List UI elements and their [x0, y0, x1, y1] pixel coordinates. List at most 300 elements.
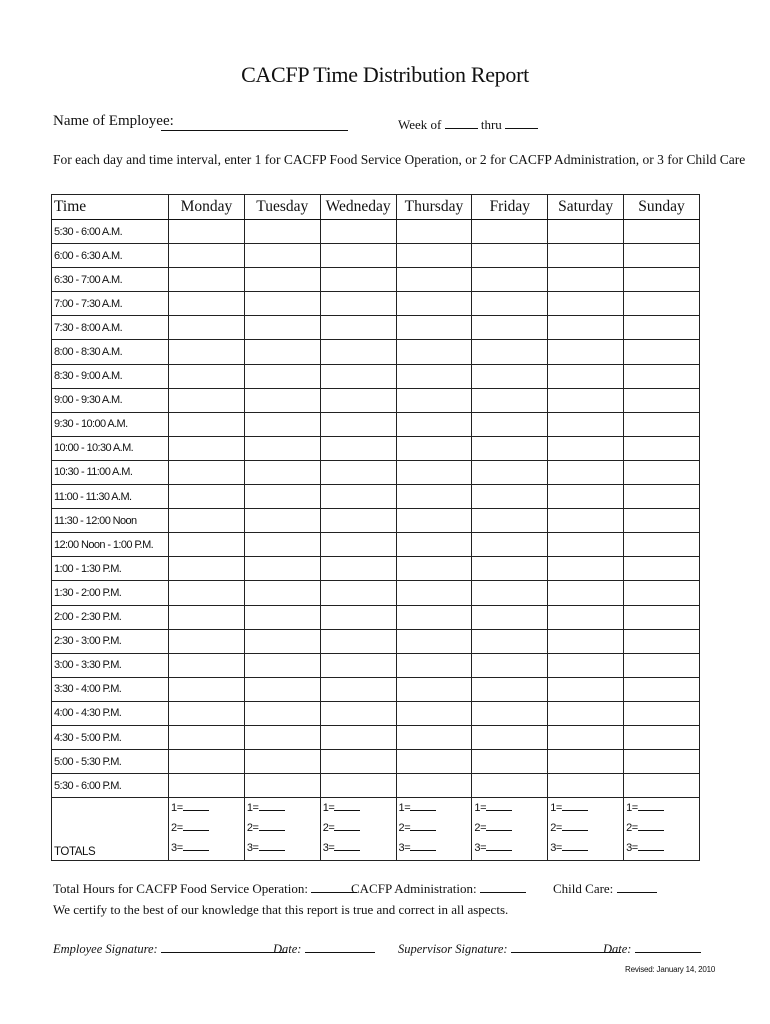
time-interval-label: 5:30 - 6:00 P.M.: [52, 774, 169, 798]
entry-cell[interactable]: [244, 388, 320, 412]
entry-cell[interactable]: [472, 774, 548, 798]
total-code-line: [321, 838, 396, 858]
entry-cell[interactable]: [244, 677, 320, 701]
table-row: [52, 774, 700, 798]
entry-cell[interactable]: [244, 364, 320, 388]
total-code-line: [245, 798, 320, 818]
total-code-label: 1=: [171, 802, 183, 815]
week-start-field[interactable]: [445, 116, 478, 129]
entry-cell[interactable]: [396, 725, 472, 749]
entry-cell[interactable]: [624, 292, 700, 316]
entry-cell[interactable]: [396, 581, 472, 605]
entry-cell[interactable]: [548, 629, 624, 653]
entry-cell[interactable]: [548, 340, 624, 364]
entry-cell[interactable]: [624, 509, 700, 533]
entry-cell[interactable]: [244, 509, 320, 533]
child-care-label: Child Care:: [553, 881, 614, 896]
total-code-label: 2=: [398, 822, 411, 835]
entry-cell[interactable]: [169, 509, 245, 533]
supervisor-date-label: Date:: [603, 942, 632, 956]
entry-cell[interactable]: [396, 436, 472, 460]
supervisor-signature: [398, 940, 621, 957]
time-interval-label: 10:00 - 10:30 A.M.: [52, 436, 169, 460]
entry-cell[interactable]: [396, 244, 472, 268]
entry-cell[interactable]: [472, 557, 548, 581]
entry-cell[interactable]: [396, 292, 472, 316]
entry-cell[interactable]: [244, 220, 320, 244]
entry-cell[interactable]: [169, 581, 245, 605]
entry-cell[interactable]: [320, 412, 396, 436]
week-thru-label: thru: [480, 117, 502, 132]
totals-cell: [244, 798, 320, 861]
entry-cell[interactable]: [472, 460, 548, 484]
entry-cell[interactable]: [244, 485, 320, 509]
entry-cell[interactable]: [244, 268, 320, 292]
entry-cell[interactable]: [548, 364, 624, 388]
entry-cell[interactable]: [624, 581, 700, 605]
table-row: [52, 244, 700, 268]
total-code-label: 2=: [322, 822, 335, 835]
total-code-field[interactable]: [562, 820, 588, 831]
total-code-label: 1=: [246, 802, 259, 815]
entry-cell[interactable]: [548, 750, 624, 774]
entry-cell[interactable]: [472, 533, 548, 557]
entry-cell[interactable]: [244, 340, 320, 364]
supervisor-date-field[interactable]: [635, 940, 701, 953]
entry-cell[interactable]: [244, 436, 320, 460]
total-code-label: 2=: [474, 822, 487, 835]
entry-cell[interactable]: [472, 268, 548, 292]
entry-cell[interactable]: [244, 533, 320, 557]
employee-date-field[interactable]: [305, 940, 375, 953]
entry-cell[interactable]: [169, 220, 245, 244]
entry-cell[interactable]: [624, 220, 700, 244]
total-code-label: 1=: [322, 802, 335, 815]
entry-cell[interactable]: [472, 388, 548, 412]
entry-cell[interactable]: [624, 557, 700, 581]
entry-cell[interactable]: [548, 677, 624, 701]
entry-cell[interactable]: [320, 220, 396, 244]
total-code-label: 3=: [474, 842, 487, 855]
entry-cell[interactable]: [396, 774, 472, 798]
table-row: [52, 268, 700, 292]
time-interval-label: 4:00 - 4:30 P.M.: [52, 701, 169, 725]
table-row: [52, 581, 700, 605]
entry-cell[interactable]: [396, 557, 472, 581]
entry-cell[interactable]: [244, 244, 320, 268]
total-code-line: [472, 838, 547, 858]
total-code-field[interactable]: [638, 840, 664, 851]
total-code-field[interactable]: [486, 820, 512, 831]
entry-cell[interactable]: [472, 725, 548, 749]
total-code-field[interactable]: [334, 840, 360, 851]
entry-cell[interactable]: [472, 485, 548, 509]
entry-cell[interactable]: [244, 412, 320, 436]
entry-cell[interactable]: [548, 316, 624, 340]
entry-cell[interactable]: [548, 701, 624, 725]
entry-cell[interactable]: [548, 220, 624, 244]
administration-hours-field[interactable]: [480, 880, 526, 893]
employee-signature-label: Employee Signature:: [53, 942, 158, 956]
table-row: [52, 316, 700, 340]
table-row: [52, 436, 700, 460]
entry-cell[interactable]: [244, 750, 320, 774]
totals-cell: [169, 798, 245, 861]
entry-cell[interactable]: [244, 581, 320, 605]
total-code-field[interactable]: [259, 840, 285, 851]
entry-cell[interactable]: [548, 725, 624, 749]
entry-cell[interactable]: [548, 388, 624, 412]
entry-cell[interactable]: [396, 364, 472, 388]
time-interval-label: 8:30 - 9:00 A.M.: [52, 364, 169, 388]
entry-cell[interactable]: [472, 581, 548, 605]
table-row: [52, 557, 700, 581]
table-row: [52, 485, 700, 509]
entry-cell[interactable]: [548, 533, 624, 557]
supervisor-date: [603, 940, 701, 957]
total-code-field[interactable]: [638, 800, 664, 811]
entry-cell[interactable]: [624, 244, 700, 268]
entry-cell[interactable]: [169, 316, 245, 340]
column-header-day: Monday: [169, 195, 245, 220]
entry-cell[interactable]: [244, 701, 320, 725]
entry-cell[interactable]: [320, 268, 396, 292]
total-code-label: 1=: [626, 802, 638, 815]
entry-cell[interactable]: [548, 653, 624, 677]
total-code-line: [624, 818, 699, 838]
entry-cell[interactable]: [548, 460, 624, 484]
table-row: [52, 364, 700, 388]
entry-cell[interactable]: [548, 774, 624, 798]
entry-cell[interactable]: [320, 581, 396, 605]
entry-cell[interactable]: [320, 244, 396, 268]
table-row: [52, 750, 700, 774]
entry-cell[interactable]: [624, 316, 700, 340]
entry-cell[interactable]: [169, 653, 245, 677]
entry-cell[interactable]: [624, 533, 700, 557]
entry-cell[interactable]: [472, 701, 548, 725]
entry-cell[interactable]: [396, 629, 472, 653]
entry-cell[interactable]: [472, 436, 548, 460]
child-care-hours-field[interactable]: [617, 880, 657, 893]
time-interval-label: 10:30 - 11:00 A.M.: [52, 460, 169, 484]
total-administration: [351, 880, 526, 897]
entry-cell[interactable]: [169, 677, 245, 701]
entry-cell[interactable]: [244, 629, 320, 653]
revision-date: Revised: January 14, 2010: [625, 965, 716, 974]
table-row: [52, 677, 700, 701]
entry-cell[interactable]: [320, 509, 396, 533]
entry-cell[interactable]: [169, 412, 245, 436]
entry-cell[interactable]: [396, 340, 472, 364]
entry-cell[interactable]: [244, 292, 320, 316]
entry-cell[interactable]: [624, 460, 700, 484]
entry-cell[interactable]: [624, 774, 700, 798]
entry-cell[interactable]: [472, 364, 548, 388]
total-code-label: 3=: [246, 842, 259, 855]
total-code-field[interactable]: [183, 840, 209, 851]
total-code-field[interactable]: [562, 800, 588, 811]
entry-cell[interactable]: [320, 750, 396, 774]
entry-cell[interactable]: [320, 316, 396, 340]
entry-cell[interactable]: [624, 725, 700, 749]
entry-cell[interactable]: [396, 268, 472, 292]
entry-cell[interactable]: [169, 485, 245, 509]
entry-cell[interactable]: [624, 677, 700, 701]
time-interval-label: 11:00 - 11:30 A.M.: [52, 485, 169, 509]
employee-signature-field[interactable]: [161, 940, 287, 953]
column-header-day: Saturday: [548, 195, 624, 220]
entry-cell[interactable]: [320, 292, 396, 316]
total-code-line: [624, 838, 699, 858]
entry-cell[interactable]: [472, 605, 548, 629]
employee-name-label: Name of Employee:: [53, 113, 174, 129]
entry-cell[interactable]: [472, 316, 548, 340]
entry-cell[interactable]: [396, 605, 472, 629]
entry-cell[interactable]: [624, 485, 700, 509]
entry-cell[interactable]: [169, 605, 245, 629]
entry-cell[interactable]: [548, 485, 624, 509]
total-code-label: 2=: [550, 822, 562, 835]
total-code-label: 3=: [626, 842, 638, 855]
total-code-field[interactable]: [638, 820, 664, 831]
time-interval-label: 5:00 - 5:30 P.M.: [52, 750, 169, 774]
entry-cell[interactable]: [396, 460, 472, 484]
total-code-field[interactable]: [486, 800, 512, 811]
total-code-field[interactable]: [486, 840, 512, 851]
entry-cell[interactable]: [472, 653, 548, 677]
time-distribution-table: [51, 194, 700, 861]
entry-cell[interactable]: [624, 629, 700, 653]
total-code-field[interactable]: [410, 820, 436, 831]
totals-cell: [320, 798, 396, 861]
column-header-day: Tuesday: [244, 195, 320, 220]
entry-cell[interactable]: [244, 774, 320, 798]
entry-cell[interactable]: [169, 774, 245, 798]
entry-cell[interactable]: [548, 268, 624, 292]
total-code-line: [321, 818, 396, 838]
entry-cell[interactable]: [320, 460, 396, 484]
totals-cell: [472, 798, 548, 861]
total-code-field[interactable]: [410, 840, 436, 851]
table-row: [52, 340, 700, 364]
table-row: [52, 292, 700, 316]
entry-cell[interactable]: [244, 653, 320, 677]
total-code-field[interactable]: [562, 840, 588, 851]
entry-cell[interactable]: [396, 533, 472, 557]
entry-cell[interactable]: [244, 460, 320, 484]
total-code-field[interactable]: [334, 800, 360, 811]
week-of-label: Week of: [398, 117, 442, 132]
total-code-label: 3=: [398, 842, 411, 855]
entry-cell[interactable]: [624, 750, 700, 774]
table-header-row: [52, 195, 700, 220]
entry-cell[interactable]: [396, 653, 472, 677]
entry-cell[interactable]: [169, 557, 245, 581]
time-interval-label: 2:00 - 2:30 P.M.: [52, 605, 169, 629]
entry-cell[interactable]: [169, 244, 245, 268]
entry-cell[interactable]: [320, 388, 396, 412]
total-code-label: 2=: [626, 822, 638, 835]
entry-cell[interactable]: [472, 509, 548, 533]
entry-cell[interactable]: [472, 412, 548, 436]
instructions: For each day and time interval, enter 1 for CACFP Food Service Operation, or 2 for CACFP Administration, or 3 for Child Care: [53, 152, 746, 167]
entry-cell[interactable]: [320, 653, 396, 677]
total-code-line: [245, 838, 320, 858]
total-code-label: 3=: [322, 842, 335, 855]
totals-cell: [548, 798, 624, 861]
total-code-line: [548, 818, 623, 838]
supervisor-signature-label: Supervisor Signature:: [398, 942, 508, 956]
total-code-label: 2=: [246, 822, 259, 835]
total-code-line: [169, 838, 244, 858]
total-code-line: [472, 818, 547, 838]
administration-label: CACFP Administration:: [351, 881, 477, 896]
total-code-label: 3=: [171, 842, 183, 855]
entry-cell[interactable]: [472, 677, 548, 701]
entry-cell[interactable]: [548, 436, 624, 460]
employee-name-field[interactable]: [161, 130, 348, 131]
total-code-line: [169, 818, 244, 838]
entry-cell[interactable]: [472, 750, 548, 774]
entry-cell[interactable]: [396, 701, 472, 725]
time-interval-label: 6:00 - 6:30 A.M.: [52, 244, 169, 268]
total-code-field[interactable]: [410, 800, 436, 811]
entry-cell[interactable]: [624, 605, 700, 629]
totals-label: TOTALS: [52, 798, 169, 861]
table-row: [52, 388, 700, 412]
total-code-field[interactable]: [334, 820, 360, 831]
total-code-line: [397, 798, 472, 818]
entry-cell[interactable]: [169, 750, 245, 774]
entry-cell[interactable]: [320, 364, 396, 388]
entry-cell[interactable]: [169, 340, 245, 364]
entry-cell[interactable]: [396, 677, 472, 701]
entry-cell[interactable]: [624, 412, 700, 436]
entry-cell[interactable]: [320, 557, 396, 581]
entry-cell[interactable]: [624, 340, 700, 364]
entry-cell[interactable]: [320, 677, 396, 701]
entry-cell[interactable]: [472, 220, 548, 244]
time-interval-label: 5:30 - 6:00 A.M.: [52, 220, 169, 244]
entry-cell[interactable]: [624, 701, 700, 725]
table-row: [52, 220, 700, 244]
entry-cell[interactable]: [169, 701, 245, 725]
entry-cell[interactable]: [624, 388, 700, 412]
entry-cell[interactable]: [244, 605, 320, 629]
column-header-time: Time: [52, 195, 169, 220]
week-end-field[interactable]: [505, 116, 538, 129]
entry-cell[interactable]: [169, 388, 245, 412]
entry-cell[interactable]: [548, 509, 624, 533]
total-code-field[interactable]: [259, 820, 285, 831]
employee-signature: [53, 940, 287, 957]
entry-cell[interactable]: [320, 533, 396, 557]
entry-cell[interactable]: [548, 412, 624, 436]
entry-cell[interactable]: [548, 244, 624, 268]
entry-cell[interactable]: [396, 750, 472, 774]
column-header-day: Thursday: [396, 195, 472, 220]
entry-cell[interactable]: [169, 533, 245, 557]
entry-cell[interactable]: [169, 725, 245, 749]
entry-cell[interactable]: [169, 292, 245, 316]
time-interval-label: 7:30 - 8:00 A.M.: [52, 316, 169, 340]
table-row: [52, 629, 700, 653]
entry-cell[interactable]: [244, 316, 320, 340]
entry-cell[interactable]: [548, 557, 624, 581]
total-code-field[interactable]: [183, 800, 209, 811]
entry-cell[interactable]: [169, 268, 245, 292]
entry-cell[interactable]: [472, 340, 548, 364]
entry-cell[interactable]: [548, 581, 624, 605]
page-title: CACFP Time Distribution Report: [241, 62, 529, 87]
table-row: [52, 701, 700, 725]
entry-cell[interactable]: [548, 605, 624, 629]
entry-cell[interactable]: [320, 725, 396, 749]
week-range: [398, 116, 538, 133]
time-interval-label: 7:00 - 7:30 A.M.: [52, 292, 169, 316]
entry-cell[interactable]: [624, 268, 700, 292]
entry-cell[interactable]: [244, 725, 320, 749]
time-interval-label: 1:00 - 1:30 P.M.: [52, 557, 169, 581]
total-code-field[interactable]: [183, 820, 209, 831]
entry-cell[interactable]: [320, 436, 396, 460]
entry-cell[interactable]: [396, 220, 472, 244]
entry-cell[interactable]: [169, 629, 245, 653]
time-interval-label: 6:30 - 7:00 A.M.: [52, 268, 169, 292]
table-row: [52, 412, 700, 436]
time-interval-label: 8:00 - 8:30 A.M.: [52, 340, 169, 364]
total-code-line: [472, 798, 547, 818]
table-row: [52, 533, 700, 557]
column-header-day: Friday: [472, 195, 548, 220]
total-code-field[interactable]: [259, 800, 285, 811]
entry-cell[interactable]: [320, 340, 396, 364]
entry-cell[interactable]: [396, 509, 472, 533]
entry-cell[interactable]: [624, 653, 700, 677]
entry-cell[interactable]: [169, 364, 245, 388]
entry-cell[interactable]: [624, 364, 700, 388]
entry-cell[interactable]: [320, 485, 396, 509]
entry-cell[interactable]: [624, 436, 700, 460]
entry-cell[interactable]: [396, 412, 472, 436]
entry-cell[interactable]: [169, 460, 245, 484]
employee-date-label: Date:: [273, 942, 302, 956]
certification-statement: We certify to the best of our knowledge that this report is true and correct in all aspects.: [53, 902, 509, 917]
total-code-line: [397, 818, 472, 838]
total-code-line: [245, 818, 320, 838]
entry-cell[interactable]: [169, 436, 245, 460]
total-code-line: [169, 798, 244, 818]
entry-cell[interactable]: [320, 701, 396, 725]
entry-cell[interactable]: [320, 629, 396, 653]
entry-cell[interactable]: [320, 605, 396, 629]
column-header-day: Sunday: [624, 195, 700, 220]
total-code-line: [321, 798, 396, 818]
entry-cell[interactable]: [548, 292, 624, 316]
total-code-label: 2=: [171, 822, 183, 835]
entry-cell[interactable]: [320, 774, 396, 798]
entry-cell[interactable]: [396, 388, 472, 412]
entry-cell[interactable]: [472, 629, 548, 653]
entry-cell[interactable]: [244, 557, 320, 581]
entry-cell[interactable]: [472, 292, 548, 316]
entry-cell[interactable]: [396, 316, 472, 340]
time-interval-label: 9:30 - 10:00 A.M.: [52, 412, 169, 436]
entry-cell[interactable]: [472, 244, 548, 268]
entry-cell[interactable]: [396, 485, 472, 509]
table-row: [52, 725, 700, 749]
